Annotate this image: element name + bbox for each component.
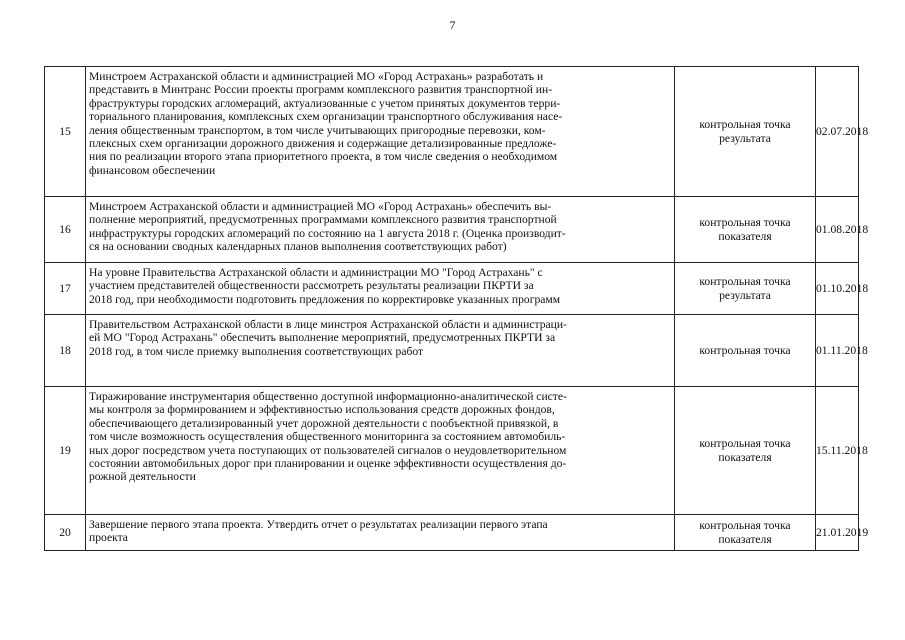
table-row bbox=[45, 387, 859, 515]
row-date: 21.01.2019 bbox=[816, 515, 859, 551]
row-number: 19 bbox=[45, 387, 86, 515]
row-number: 16 bbox=[45, 197, 86, 263]
row-date: 01.11.2018 bbox=[816, 315, 859, 387]
row-type: контрольная точка показателя bbox=[675, 387, 816, 515]
row-description: Минстроем Астраханской области и администрацией МО «Город Астрахань» обеспечить вы- полнение мероприятий, предусмотренных программами комплексного развития транспортной инфраструктуры городских агломераций по состоянию на 1 августа 2018 г. (Оценка производит- ся на основании сводных календарных планов выполнения соответствующих работ) bbox=[86, 197, 675, 263]
row-type: контрольная точка показателя bbox=[675, 515, 816, 551]
row-description: Минстроем Астраханской области и администрацией МО «Город Астрахань» разработать и представить в Минтранс России проекты программ комплексного развития транспортной ин- фраструктуры городских агломераций, актуализованные с учетом принятых документов терри- ториального планирования, комплексных схем организации транспортного обслуживания насе- ления общественным транспортом, в том числе учитывающих пригородные перевозки, ком- плексных схем организации дорожного движения и содержащие детализированные предложе- ния по реализации второго этапа приоритетного проекта, в том числе сведения о необходимом финансовом обеспечении bbox=[86, 67, 675, 197]
row-number: 17 bbox=[45, 263, 86, 315]
row-type: контрольная точка показателя bbox=[675, 197, 816, 263]
row-number: 18 bbox=[45, 315, 86, 387]
table-row bbox=[45, 263, 859, 315]
table-row bbox=[45, 515, 859, 551]
row-type: контрольная точка bbox=[675, 315, 816, 387]
row-date: 01.10.2018 bbox=[816, 263, 859, 315]
row-number: 20 bbox=[45, 515, 86, 551]
row-type: контрольная точка результата bbox=[675, 67, 816, 197]
row-date: 02.07.2018 bbox=[816, 67, 859, 197]
row-description: На уровне Правительства Астраханской области и администрации МО "Город Астрахань" с участием представителей общественности рассмотреть результаты реализации ПКРТИ за 2018 год, при необходимости подготовить предложения по корректировке указанных программ bbox=[86, 263, 675, 315]
table-row bbox=[45, 197, 859, 263]
row-description: Правительством Астраханской области в лице минстроя Астраханской области и администраци- ей МО "Город Астрахань" обеспечить выполнение мероприятий, предусмотренных ПКРТИ за 2018 год, в том числе приемку выполнения соответствующих работ bbox=[86, 315, 675, 387]
row-number: 15 bbox=[45, 67, 86, 197]
control-points-table bbox=[44, 66, 869, 551]
table-row bbox=[45, 315, 859, 387]
row-description: Тиражирование инструментария общественно доступной информационно-аналитической систе- мы контроля за формированием и эффективностью использования средств дорожных фондов, обеспечивающего детализированный учет дорожной деятельности с пообъектной привязкой, в том числе возможность осуществления общественного мониторинга за состоянием автомобиль- ных дорог посредством учета поступающих от пользователей сигналов о неудовлетворительном состоянии автомобильных дорог при планировании и оценке эффективности осуществления до- рожной деятельности bbox=[86, 387, 675, 515]
row-date: 15.11.2018 bbox=[816, 387, 859, 515]
row-description: Завершение первого этапа проекта. Утвердить отчет о результатах реализации первого этапа проекта bbox=[86, 515, 675, 551]
page-number: 7 bbox=[449, 18, 456, 32]
table-row bbox=[45, 67, 859, 197]
row-type: контрольная точка результата bbox=[675, 263, 816, 315]
row-date: 01.08.2018 bbox=[816, 197, 859, 263]
